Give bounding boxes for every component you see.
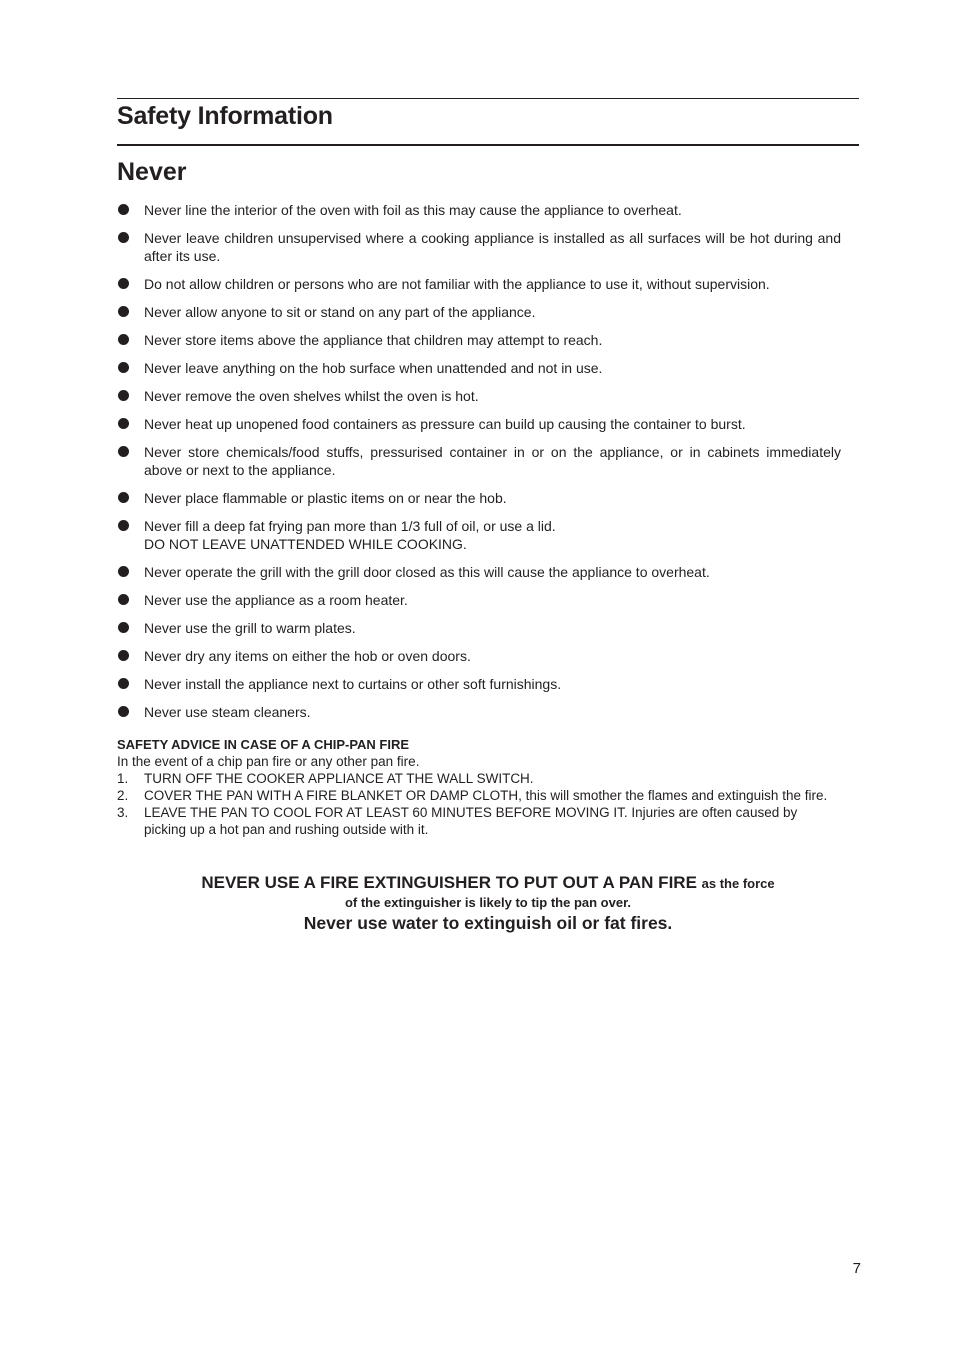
list-item xyxy=(117,331,841,349)
step-item xyxy=(117,770,841,787)
step-item xyxy=(117,787,841,804)
list-item-text: Do not allow children or persons who are not familiar with the appliance to use it, without supervision. xyxy=(144,276,770,292)
list-item-text: Never line the interior of the oven with foil as this may cause the appliance to overheat. xyxy=(144,202,682,218)
bullet-icon xyxy=(118,520,129,531)
list-item-text: Never store chemicals/food stuffs, pressurised container in or on the appliance, or in cabinets immediately above or next to the appliance. xyxy=(144,444,841,478)
list-item-text: Never leave children unsupervised where a cooking appliance is installed as all surfaces will be hot during and after its use. xyxy=(144,230,841,264)
section-title: Safety Information xyxy=(117,102,333,130)
step-text: TURN OFF THE COOKER APPLIANCE AT THE WALL SWITCH. xyxy=(144,771,534,786)
list-item xyxy=(117,517,841,553)
never-list xyxy=(117,201,841,731)
step-text: LEAVE THE PAN TO COOL FOR AT LEAST 60 MINUTES BEFORE MOVING IT. Injuries are often caused by picking up a hot pan and rushing outside with it. xyxy=(144,805,798,837)
list-item xyxy=(117,229,841,265)
bullet-icon xyxy=(118,650,129,661)
step-text: COVER THE PAN WITH A FIRE BLANKET OR DAMP CLOTH, this will smother the flames and extinguish the fire. xyxy=(144,788,828,803)
list-item xyxy=(117,619,841,637)
list-item-text: Never operate the grill with the grill door closed as this will cause the appliance to overheat. xyxy=(144,564,710,580)
advice-steps xyxy=(117,770,841,838)
bullet-icon xyxy=(118,566,129,577)
warning-small: as the force xyxy=(701,876,775,891)
list-item xyxy=(117,703,841,721)
bullet-icon xyxy=(118,334,129,345)
list-item xyxy=(117,443,841,479)
list-item-text: Never place flammable or plastic items on or near the hob. xyxy=(144,490,507,506)
bullet-icon xyxy=(118,678,129,689)
list-item-text: Never remove the oven shelves whilst the oven is hot. xyxy=(144,388,479,404)
bullet-icon xyxy=(118,278,129,289)
never-heading: Never xyxy=(117,158,187,186)
bullet-icon xyxy=(118,622,129,633)
list-item xyxy=(117,201,841,219)
list-item-text: Never use the grill to warm plates. xyxy=(144,620,356,636)
bullet-icon xyxy=(118,418,129,429)
bullet-icon xyxy=(118,492,129,503)
warning-main-line xyxy=(117,872,859,894)
bullet-icon xyxy=(118,306,129,317)
list-item xyxy=(117,303,841,321)
advice-title: SAFETY ADVICE IN CASE OF A CHIP-PAN FIRE xyxy=(117,737,410,752)
list-item-text: Never heat up unopened food containers as pressure can build up causing the container to burst. xyxy=(144,416,746,432)
warning-line3: Never use water to extinguish oil or fat fires. xyxy=(303,913,673,933)
bullet-icon xyxy=(118,362,129,373)
step-item xyxy=(117,804,841,838)
header-rule-top xyxy=(117,98,859,99)
bullet-icon xyxy=(118,706,129,717)
fire-warning xyxy=(117,872,859,935)
advice-intro: In the event of a chip pan fire or any other pan fire. xyxy=(117,754,420,769)
list-item xyxy=(117,359,841,377)
bullet-icon xyxy=(118,232,129,243)
step-number: 3. xyxy=(117,805,129,820)
warning-main: NEVER USE A FIRE EXTINGUISHER TO PUT OUT A PAN FIRE xyxy=(201,873,697,892)
bullet-icon xyxy=(118,390,129,401)
list-item-text: Never use steam cleaners. xyxy=(144,704,311,720)
bullet-icon xyxy=(118,446,129,457)
list-item-text: Never leave anything on the hob surface when unattended and not in use. xyxy=(144,360,603,376)
warning-line2: of the extinguisher is likely to tip the pan over. xyxy=(344,895,632,910)
list-item xyxy=(117,563,841,581)
list-item-text: Never use the appliance as a room heater. xyxy=(144,592,408,608)
list-item-text: Never store items above the appliance that children may attempt to reach. xyxy=(144,332,603,348)
step-number: 2. xyxy=(117,788,129,803)
bullet-icon xyxy=(118,594,129,605)
page-number: 7 xyxy=(852,1260,861,1277)
list-item-text: Never fill a deep fat frying pan more than 1/3 full of oil, or use a lid. xyxy=(144,518,556,534)
list-item-note: DO NOT LEAVE UNATTENDED WHILE COOKING. xyxy=(144,536,467,552)
list-item xyxy=(117,387,841,405)
bullet-icon xyxy=(118,204,129,215)
header-rule-bottom xyxy=(117,144,859,146)
list-item xyxy=(117,591,841,609)
list-item xyxy=(117,275,841,293)
list-item xyxy=(117,675,841,693)
list-item xyxy=(117,647,841,665)
step-number: 1. xyxy=(117,771,129,786)
list-item xyxy=(117,415,841,433)
list-item-text: Never allow anyone to sit or stand on any part of the appliance. xyxy=(144,304,536,320)
chip-pan-advice xyxy=(117,736,841,838)
list-item xyxy=(117,489,841,507)
list-item-text: Never install the appliance next to curtains or other soft furnishings. xyxy=(144,676,562,692)
list-item-text: Never dry any items on either the hob or oven doors. xyxy=(144,648,471,664)
